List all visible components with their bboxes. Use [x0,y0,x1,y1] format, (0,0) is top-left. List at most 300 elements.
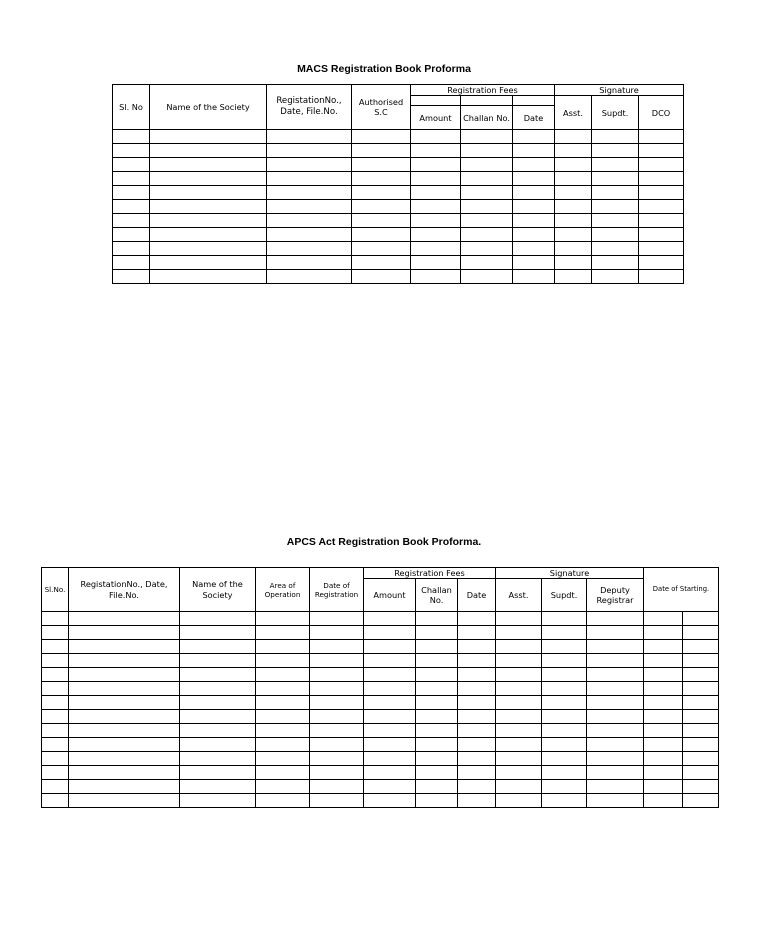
macs-blank-cell [639,214,684,228]
apcs-blank-cell [587,682,644,696]
macs-blank-cell [267,228,352,242]
apcs-blank-cell [416,668,458,682]
macs-blank-cell [461,256,513,270]
macs-blank-cell [513,256,555,270]
macs-blank-row [113,172,684,186]
apcs-blank-cell [644,738,683,752]
apcs-blank-cell [42,724,69,738]
apcs-blank-cell [458,780,496,794]
macs-blank-cell [592,270,639,284]
apcs-blank-cell [644,752,683,766]
macs-blank-cell [411,144,461,158]
macs-blank-cell [352,130,411,144]
apcs-blank-cell [587,780,644,794]
macs-blank-cell [150,144,267,158]
apcs-blank-cell [458,710,496,724]
apcs-blank-cell [542,640,587,654]
apcs-blank-cell [496,696,542,710]
apcs-blank-cell [542,668,587,682]
apcs-blank-cell [416,752,458,766]
apcs-blank-cell [416,738,458,752]
apcs-blank-cell [42,710,69,724]
macs-blank-cell [267,214,352,228]
macs-blank-cell [639,200,684,214]
apcs-blank-cell [683,710,719,724]
apcs-blank-cell [416,724,458,738]
apcs-blank-cell [69,724,180,738]
macs-blank-cell [639,242,684,256]
apcs-blank-cell [683,696,719,710]
apcs-header-registration-no: RegistationNo., Date, File.No. [69,568,180,612]
apcs-blank-cell [42,766,69,780]
macs-blank-cell [113,242,150,256]
macs-blank-cell [411,256,461,270]
apcs-blank-cell [364,626,416,640]
apcs-blank-cell [496,752,542,766]
apcs-blank-cell [416,780,458,794]
apcs-blank-cell [310,724,364,738]
macs-blank-cell [555,228,592,242]
macs-fees-blank-cell [513,96,555,106]
apcs-blank-cell [458,612,496,626]
macs-blank-cell [411,270,461,284]
apcs-blank-cell [644,724,683,738]
macs-header-supdt: Supdt. [592,96,639,130]
apcs-blank-cell [69,738,180,752]
macs-blank-row [113,144,684,158]
apcs-blank-cell [364,710,416,724]
apcs-blank-cell [256,654,310,668]
macs-blank-cell [461,144,513,158]
apcs-register-table [41,567,719,808]
apcs-blank-cell [683,724,719,738]
apcs-blank-cell [256,794,310,808]
apcs-blank-cell [496,724,542,738]
apcs-blank-cell [458,696,496,710]
apcs-blank-cell [180,682,256,696]
apcs-blank-cell [180,626,256,640]
apcs-blank-cell [310,794,364,808]
macs-blank-cell [150,228,267,242]
macs-blank-cell [555,214,592,228]
apcs-blank-cell [69,626,180,640]
macs-header-asst: Asst. [555,96,592,130]
macs-blank-cell [352,242,411,256]
macs-blank-cell [513,200,555,214]
apcs-blank-cell [416,766,458,780]
macs-blank-cell [150,256,267,270]
apcs-blank-cell [310,696,364,710]
apcs-blank-cell [458,654,496,668]
apcs-header-sl-no: Sl.No. [42,568,69,612]
apcs-blank-cell [458,724,496,738]
apcs-blank-cell [644,640,683,654]
macs-blank-cell [639,256,684,270]
apcs-blank-cell [364,682,416,696]
apcs-blank-cell [458,682,496,696]
macs-register-table [112,84,684,284]
apcs-blank-cell [683,654,719,668]
macs-blank-cell [592,214,639,228]
macs-blank-cell [639,186,684,200]
apcs-blank-cell [310,612,364,626]
apcs-blank-cell [644,682,683,696]
apcs-blank-cell [587,724,644,738]
macs-blank-cell [352,200,411,214]
apcs-blank-cell [587,654,644,668]
apcs-blank-cell [416,640,458,654]
apcs-blank-row [42,710,719,724]
apcs-header-registration-fees: Registration Fees [364,568,496,579]
apcs-blank-cell [416,626,458,640]
macs-blank-cell [150,242,267,256]
apcs-blank-cell [542,654,587,668]
apcs-blank-cell [542,710,587,724]
macs-blank-cell [267,270,352,284]
apcs-blank-cell [496,612,542,626]
macs-title: MACS Registration Book Proforma [297,63,471,75]
macs-blank-cell [555,270,592,284]
apcs-blank-cell [644,654,683,668]
apcs-blank-cell [587,738,644,752]
apcs-header-area-of-operation: Area of Operation [256,568,310,612]
apcs-blank-cell [458,640,496,654]
apcs-blank-cell [42,780,69,794]
macs-blank-cell [113,200,150,214]
apcs-blank-cell [416,696,458,710]
macs-blank-cell [267,172,352,186]
macs-blank-cell [352,172,411,186]
apcs-blank-cell [180,738,256,752]
apcs-blank-cell [42,640,69,654]
apcs-blank-cell [310,710,364,724]
macs-blank-cell [639,144,684,158]
apcs-blank-row [42,794,719,808]
apcs-blank-cell [42,738,69,752]
apcs-blank-cell [542,696,587,710]
macs-blank-cell [150,186,267,200]
apcs-blank-cell [180,668,256,682]
apcs-blank-cell [542,780,587,794]
apcs-blank-cell [644,668,683,682]
apcs-blank-cell [364,612,416,626]
macs-blank-cell [555,144,592,158]
macs-blank-cell [639,172,684,186]
macs-blank-cell [411,242,461,256]
apcs-blank-cell [42,654,69,668]
apcs-blank-cell [364,696,416,710]
macs-header-signature: Signature [555,85,684,96]
apcs-blank-row [42,626,719,640]
apcs-blank-cell [416,612,458,626]
apcs-blank-cell [69,766,180,780]
apcs-blank-cell [587,794,644,808]
macs-blank-cell [411,158,461,172]
apcs-blank-cell [256,766,310,780]
apcs-blank-cell [644,780,683,794]
macs-blank-cell [113,130,150,144]
apcs-blank-cell [458,752,496,766]
apcs-blank-cell [496,766,542,780]
macs-blank-row [113,256,684,270]
macs-blank-cell [513,270,555,284]
macs-blank-cell [113,270,150,284]
apcs-blank-cell [310,780,364,794]
apcs-blank-cell [496,738,542,752]
macs-blank-row [113,158,684,172]
apcs-blank-cell [256,752,310,766]
apcs-blank-cell [364,640,416,654]
macs-header-dco: DCO [639,96,684,130]
apcs-blank-cell [364,738,416,752]
apcs-blank-row [42,738,719,752]
apcs-blank-cell [542,752,587,766]
apcs-blank-cell [364,766,416,780]
apcs-blank-row [42,612,719,626]
apcs-header-society-name: Name of the Society [180,568,256,612]
macs-blank-cell [513,172,555,186]
apcs-blank-cell [683,752,719,766]
macs-blank-row [113,200,684,214]
apcs-blank-cell [180,780,256,794]
macs-blank-cell [555,256,592,270]
apcs-blank-cell [542,794,587,808]
apcs-blank-cell [458,668,496,682]
apcs-blank-row [42,780,719,794]
macs-fees-blank-cell [411,96,461,106]
apcs-blank-row [42,724,719,738]
macs-blank-cell [555,186,592,200]
macs-blank-cell [267,242,352,256]
apcs-blank-cell [496,682,542,696]
apcs-blank-cell [683,668,719,682]
macs-blank-cell [150,270,267,284]
macs-blank-cell [555,130,592,144]
macs-blank-cell [150,214,267,228]
macs-header-date: Date [513,106,555,130]
apcs-blank-cell [42,682,69,696]
macs-blank-cell [639,130,684,144]
apcs-blank-cell [496,668,542,682]
macs-blank-cell [113,256,150,270]
apcs-blank-cell [310,668,364,682]
apcs-blank-cell [587,766,644,780]
apcs-blank-cell [416,682,458,696]
apcs-blank-cell [458,794,496,808]
apcs-blank-cell [416,794,458,808]
apcs-blank-cell [496,794,542,808]
macs-header-authorised-sc: Authorised S.C [352,85,411,130]
macs-header-society-name: Name of the Society [150,85,267,130]
apcs-blank-cell [587,668,644,682]
apcs-blank-cell [644,696,683,710]
apcs-blank-cell [416,654,458,668]
apcs-header-signature: Signature [496,568,644,579]
apcs-blank-cell [69,668,180,682]
macs-blank-cell [113,214,150,228]
macs-header-registration-fees: Registration Fees [411,85,555,96]
apcs-blank-cell [310,752,364,766]
apcs-blank-cell [364,794,416,808]
macs-blank-cell [411,214,461,228]
apcs-header-date: Date [458,579,496,612]
macs-blank-cell [150,158,267,172]
macs-blank-cell [461,242,513,256]
apcs-blank-row [42,640,719,654]
macs-blank-cell [555,158,592,172]
apcs-blank-cell [180,766,256,780]
macs-blank-cell [352,256,411,270]
apcs-blank-cell [256,668,310,682]
apcs-blank-cell [310,640,364,654]
macs-blank-cell [352,214,411,228]
apcs-blank-cell [587,612,644,626]
apcs-header-date-of-registration: Date of Registration [310,568,364,612]
apcs-blank-cell [256,738,310,752]
macs-blank-cell [555,242,592,256]
macs-blank-cell [461,172,513,186]
macs-blank-cell [267,158,352,172]
macs-blank-cell [150,172,267,186]
apcs-header-supdt: Supdt. [542,579,587,612]
apcs-header-challan-no: Challan No. [416,579,458,612]
apcs-blank-cell [542,612,587,626]
apcs-blank-cell [587,640,644,654]
macs-blank-cell [150,200,267,214]
macs-blank-cell [113,158,150,172]
macs-blank-cell [411,228,461,242]
macs-blank-cell [592,242,639,256]
apcs-blank-cell [310,738,364,752]
apcs-blank-cell [180,612,256,626]
apcs-blank-cell [496,626,542,640]
apcs-blank-cell [310,654,364,668]
apcs-blank-cell [310,766,364,780]
macs-blank-cell [113,172,150,186]
apcs-blank-cell [542,738,587,752]
apcs-blank-row [42,668,719,682]
apcs-blank-cell [644,794,683,808]
apcs-blank-cell [496,780,542,794]
macs-blank-cell [592,158,639,172]
apcs-blank-cell [69,682,180,696]
apcs-blank-cell [310,682,364,696]
apcs-blank-cell [69,794,180,808]
macs-header-registration-no: RegistationNo., Date, File.No. [267,85,352,130]
apcs-blank-row [42,766,719,780]
macs-blank-cell [461,200,513,214]
apcs-blank-row [42,682,719,696]
apcs-blank-cell [180,696,256,710]
macs-blank-cell [267,186,352,200]
apcs-blank-cell [587,710,644,724]
apcs-blank-cell [364,780,416,794]
apcs-blank-cell [42,696,69,710]
macs-blank-cell [461,214,513,228]
macs-blank-cell [352,144,411,158]
apcs-blank-cell [42,752,69,766]
apcs-title: APCS Act Registration Book Proforma. [286,536,482,548]
macs-blank-cell [513,158,555,172]
apcs-header-asst: Asst. [496,579,542,612]
apcs-blank-cell [180,710,256,724]
apcs-blank-cell [310,626,364,640]
apcs-blank-cell [256,696,310,710]
apcs-blank-cell [69,752,180,766]
macs-blank-cell [592,228,639,242]
apcs-blank-cell [69,612,180,626]
macs-blank-cell [639,158,684,172]
macs-blank-row [113,242,684,256]
apcs-blank-cell [644,710,683,724]
apcs-blank-cell [683,766,719,780]
macs-blank-cell [592,172,639,186]
apcs-blank-row [42,696,719,710]
macs-blank-cell [513,186,555,200]
apcs-blank-cell [542,766,587,780]
macs-blank-cell [411,130,461,144]
macs-blank-cell [411,172,461,186]
macs-blank-cell [592,144,639,158]
macs-blank-cell [592,256,639,270]
apcs-blank-cell [496,654,542,668]
apcs-blank-cell [69,710,180,724]
apcs-blank-cell [364,668,416,682]
macs-blank-cell [461,228,513,242]
apcs-blank-cell [542,682,587,696]
apcs-blank-cell [587,626,644,640]
apcs-blank-cell [364,654,416,668]
macs-header-amount: Amount [411,106,461,130]
macs-blank-cell [113,186,150,200]
apcs-blank-cell [458,766,496,780]
macs-blank-cell [513,214,555,228]
macs-header-challan-no: Challan No. [461,106,513,130]
macs-blank-cell [639,270,684,284]
apcs-blank-cell [42,626,69,640]
apcs-blank-cell [180,654,256,668]
apcs-blank-cell [496,640,542,654]
apcs-blank-cell [256,780,310,794]
apcs-blank-cell [683,780,719,794]
macs-blank-cell [555,200,592,214]
apcs-header-deputy-registrar: Deputy Registrar [587,579,644,612]
macs-blank-cell [513,130,555,144]
apcs-blank-cell [458,738,496,752]
macs-blank-cell [113,144,150,158]
apcs-blank-cell [42,668,69,682]
macs-blank-cell [513,228,555,242]
apcs-blank-cell [644,612,683,626]
macs-blank-cell [352,270,411,284]
macs-blank-row [113,186,684,200]
macs-blank-cell [150,130,267,144]
macs-blank-cell [411,186,461,200]
apcs-blank-cell [542,626,587,640]
apcs-blank-cell [683,640,719,654]
macs-blank-row [113,130,684,144]
apcs-blank-cell [587,752,644,766]
macs-blank-cell [592,130,639,144]
macs-blank-cell [267,200,352,214]
apcs-blank-cell [364,724,416,738]
apcs-blank-cell [587,696,644,710]
apcs-blank-cell [256,682,310,696]
apcs-blank-cell [69,654,180,668]
macs-blank-cell [513,242,555,256]
apcs-blank-cell [683,682,719,696]
apcs-blank-cell [683,794,719,808]
